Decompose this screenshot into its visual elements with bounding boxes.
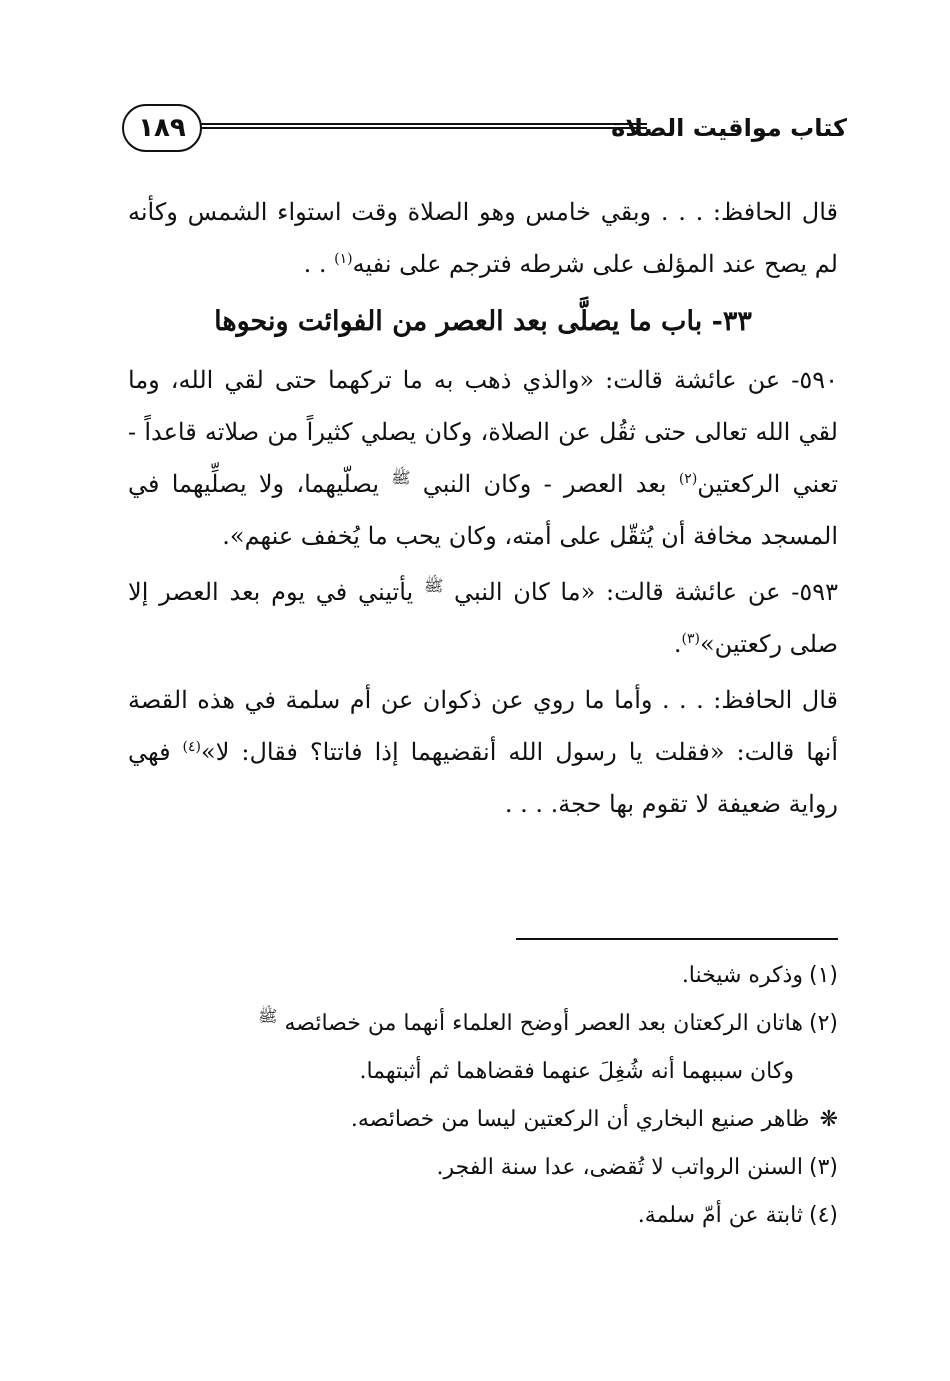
asterisk-icon: ❋: [819, 1107, 838, 1132]
header-double-rule: [182, 123, 647, 129]
footnote-1: [128, 952, 838, 1000]
footnote-text: السنن الرواتب لا تُقضى، عدا سنة الفجر.: [436, 1155, 803, 1180]
footnotes: [128, 952, 838, 1240]
footnote-number: (٢): [808, 1011, 838, 1036]
footnote-ref-3: (٣): [681, 631, 700, 647]
footnote-ref-2: (٢): [678, 471, 698, 487]
footnote-2: [128, 1000, 838, 1048]
footnote-text: ثابتة عن أمّ سلمة.: [637, 1203, 803, 1228]
salawat-glyph: ﷺ: [423, 576, 444, 595]
main-text: [128, 186, 838, 834]
salawat-glyph: ﷺ: [391, 468, 411, 487]
running-head-title: كتاب مواقيت الصلاة: [611, 114, 847, 142]
page-header: [122, 104, 847, 156]
paragraph-text: يأتيني في يوم بعد العصر إلا صلى ركعتين»: [128, 578, 838, 658]
paragraph-text: بعد العصر - وكان النبي: [410, 470, 679, 498]
paragraph-text: . .: [303, 250, 335, 278]
page-number-badge: ١٨٩: [122, 104, 202, 152]
paragraph-text: ٥٩٠- عن عائشة قالت: «والذي ذهب به ما تركهما حتى لقي الله، وما لقي الله تعالى حتى ثقُل عن الصلاة، وكان يصلي كثيراً من صلاته قاعداً - تعني الركعتين: [128, 366, 838, 498]
footnote-2-continuation: وكان سببهما أنه شُغِلَ عنهما فقضاهما ثم أثبتهما.: [359, 1059, 794, 1084]
footnote-ref-4: (٤): [182, 739, 202, 755]
paragraph-text: فهي رواية ضعيفة لا تقوم بها حجة. . . .: [128, 738, 838, 818]
footnote-text: هاتان الركعتان بعد العصر أوضح العلماء أنهما من خصائصه: [277, 1011, 803, 1036]
footnote-number: (٤): [808, 1203, 838, 1228]
paragraph-text: .: [673, 630, 682, 658]
paragraph-text: ٥٩٣- عن عائشة قالت: «ما كان النبي: [443, 578, 839, 606]
footnote-3: [128, 1144, 838, 1192]
hadith-593: [128, 566, 838, 670]
footnote-text: ظاهر صنيع البخاري أن الركعتين ليسا من خصائصه.: [350, 1107, 810, 1132]
footnote-4: [128, 1192, 838, 1240]
salawat-glyph: ﷺ: [258, 1006, 278, 1026]
footnote-ref-1: (١): [334, 251, 353, 267]
paragraph-hafiz-1: [128, 186, 838, 290]
paragraph-hafiz-2: [128, 674, 838, 830]
paragraph-text: يصلّيهما، ولا يصلِّيهما في المسجد مخافة أن يُثقّل على أمته، وكان يحب ما يُخفف عنهم».: [128, 470, 838, 550]
chapter-heading: ٣٣- باب ما يصلَّى بعد العصر من الفوائت ونحوها: [214, 306, 752, 337]
paragraph-text: قال الحافظ: . . . وبقي خامس وهو الصلاة وقت استواء الشمس وكأنه لم يصح عند المؤلف على شرطه فترجم على نفيه: [128, 198, 838, 278]
footnote-number: (١): [808, 963, 838, 988]
footnote-number: (٣): [808, 1155, 838, 1180]
paragraph-text: قال الحافظ: . . . وأما ما روي عن ذكوان عن أم سلمة في هذه القصة أنها قالت: «فقلت يا رسول الله أنقضيهما إذا فاتتا؟ فقال: لا»: [128, 686, 838, 766]
hadith-590: [128, 354, 838, 562]
footnote-text: وذكره شيخنا.: [681, 963, 803, 988]
footnote-star-note: [128, 1096, 838, 1144]
footnote-separator: [516, 938, 838, 940]
